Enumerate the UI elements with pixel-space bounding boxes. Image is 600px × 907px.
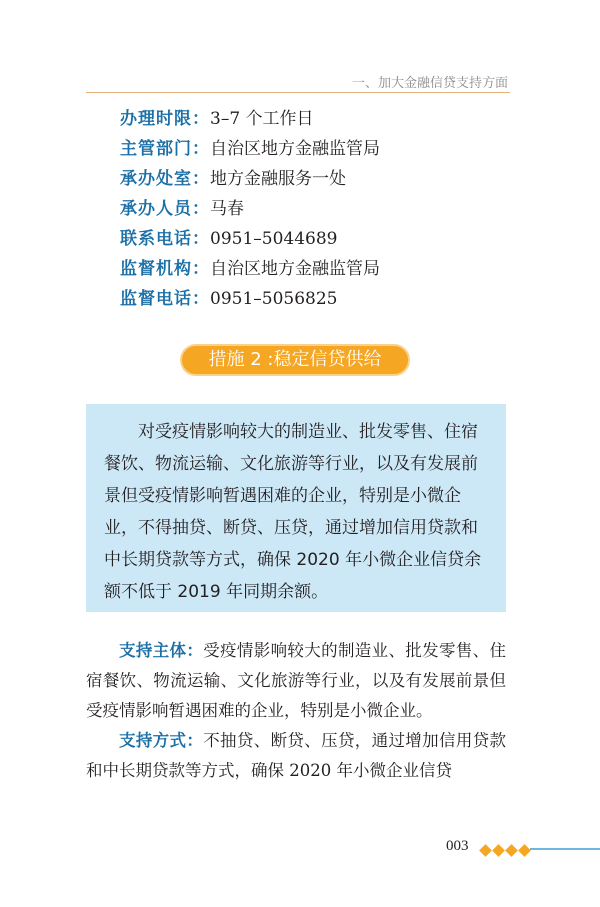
diamond-icon	[492, 844, 505, 857]
info-label: 监督电话：	[120, 289, 210, 309]
info-value: 地方金融服务一处	[210, 169, 346, 189]
info-row-department	[120, 134, 380, 164]
info-value: 0951–5056825	[210, 289, 338, 309]
info-value: 0951–5044689	[210, 229, 338, 249]
info-label: 办理时限：	[120, 109, 210, 129]
info-label: 主管部门：	[120, 139, 210, 159]
para-label: 支持方式：	[119, 731, 204, 750]
policy-box	[86, 404, 506, 612]
info-label: 承办处室：	[120, 169, 210, 189]
policy-text: 对受疫情影响较大的制造业、批发零售、住宿餐饮、物流运输、文化旅游等行业，以及有发展前景但受疫情影响暂遇困难的企业，特别是小微企业，不得抽贷、断贷、压贷，通过增加信用贷款和中长期贷款等方式，确保 2020 年小微企业信贷余额不低于 2019 年同期余额。	[104, 422, 482, 602]
info-list	[120, 104, 380, 314]
info-label: 联系电话：	[120, 229, 210, 249]
info-row-office	[120, 164, 380, 194]
footer-rule	[530, 848, 600, 850]
footer-diamonds	[481, 840, 533, 859]
measure-banner: 措施 2 :稳定信贷供给	[180, 344, 410, 376]
info-label: 监督机构：	[120, 259, 210, 279]
para-text: 不抽贷、断贷、压贷，通过增加信用贷款和中长期贷款等方式，确保 2020 年小微企业信贷	[86, 731, 507, 780]
para-label: 支持主体：	[119, 641, 204, 660]
info-row-supervisor	[120, 254, 380, 284]
info-label: 承办人员：	[120, 199, 210, 219]
info-value: 自治区地方金融监管局	[210, 259, 380, 279]
info-value: 3–7 个工作日	[210, 109, 314, 129]
page-number: 003	[446, 838, 469, 854]
diamond-icon	[505, 844, 518, 857]
running-header: 一、加大金融信贷支持方面	[351, 76, 508, 91]
diamond-icon	[518, 844, 531, 857]
info-row-staff	[120, 194, 380, 224]
diamond-icon	[479, 844, 492, 857]
paragraph-support-subject	[86, 636, 506, 726]
info-row-duration	[120, 104, 380, 134]
body-text	[86, 636, 506, 786]
header-rule	[86, 92, 510, 93]
info-row-phone	[120, 224, 380, 254]
paragraph-support-method	[86, 726, 506, 786]
para-text: 受疫情影响较大的制造业、批发零售、住宿餐饮、物流运输、文化旅游等行业，以及有发展前景但受疫情影响暂遇困难的企业，特别是小微企业。	[86, 641, 507, 720]
info-row-supervisor-phone	[120, 284, 380, 314]
info-value: 自治区地方金融监管局	[210, 139, 380, 159]
info-value: 马春	[210, 199, 244, 219]
